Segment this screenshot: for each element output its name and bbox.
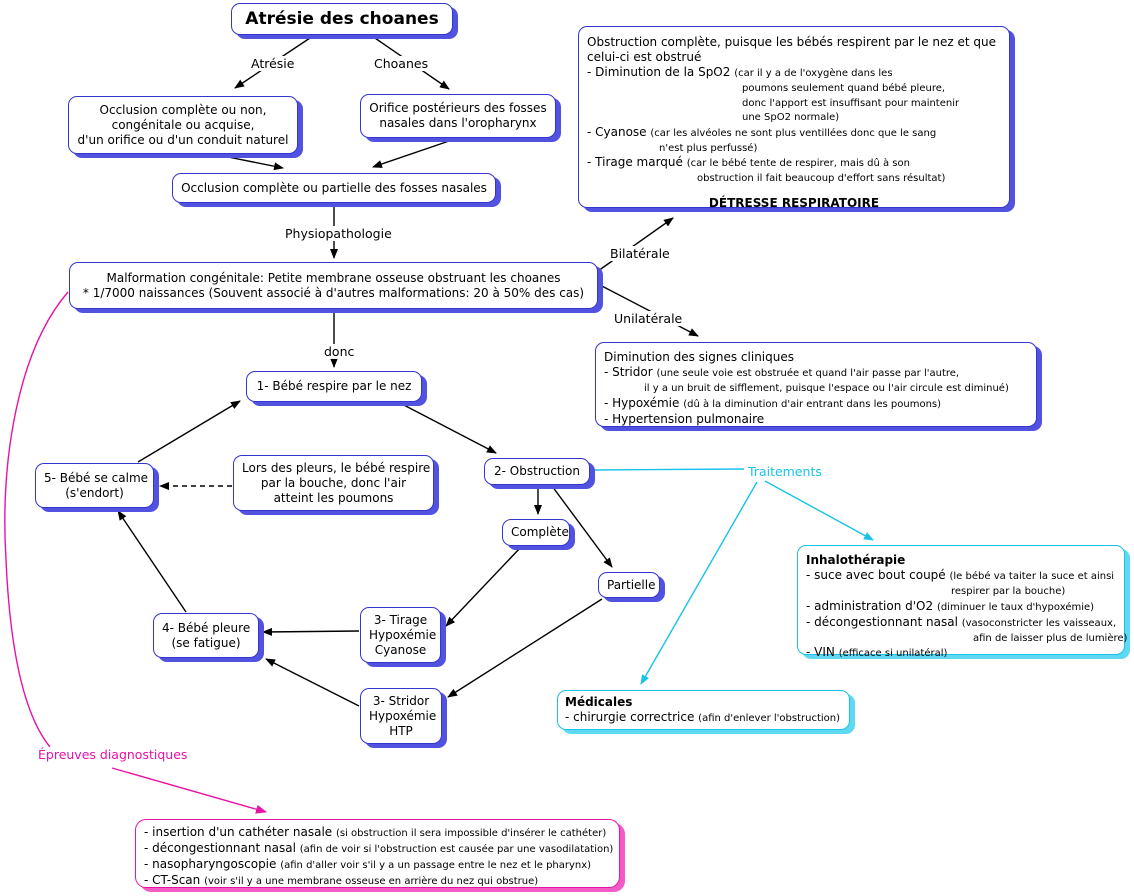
text-line (587, 81, 1001, 96)
node-medicales[interactable] (557, 690, 850, 730)
text-line (806, 599, 1116, 615)
text-segment: poumons seulement quand bébé pleure, (742, 83, 946, 94)
text-segment: donc l'apport est insuffisant pour maintenir (742, 97, 960, 109)
text-segment: * 1/7000 naissances (Souvent associé à d'autres malformations: 20 à 50% des cas) (82, 285, 585, 300)
text-segment: (afin d'enlever l'obstruction) (698, 713, 841, 724)
text-line (144, 825, 611, 841)
node-orifice-definition[interactable] (360, 94, 556, 138)
text-segment: (voir s'il y a une membrane osseuse en arrière du nez qui obstrue) (204, 876, 539, 887)
node-obstruction-partielle[interactable] (598, 572, 660, 598)
text-line (806, 631, 1128, 646)
text-segment: - Diminution de la SpO2 (587, 65, 735, 79)
text-segment: (s'endort) (65, 485, 124, 500)
text-line (369, 116, 547, 131)
text-segment: - VIN (806, 645, 839, 659)
text-segment: (car le bébé tente de respirer, mais dû à son (686, 158, 910, 169)
text-line (587, 65, 1001, 81)
text-segment: - décongestionnant nasal (144, 841, 300, 855)
text-segment: 2- Obstruction (494, 464, 580, 478)
node-epreuves-diagnostiques-liste[interactable] (135, 819, 620, 888)
text-line (806, 568, 1116, 584)
text-segment: - administration d'O2 (806, 598, 937, 613)
link-label-epreuves-diagnostiques[interactable]: Épreuves diagnostiques (38, 747, 188, 762)
text-segment: Malformation congénitale: Petite membrane osseuse obstruant les choanes (106, 270, 561, 285)
text-segment: - décongestionnant nasal (806, 614, 962, 629)
text-segment: nasales dans l'oropharynx (379, 116, 537, 130)
text-line (604, 365, 1028, 381)
text-segment: - Hypoxémie (604, 395, 684, 410)
text-line (493, 464, 581, 479)
text-segment: 4- Bébé pleure (162, 620, 251, 635)
text-line (369, 627, 437, 643)
text-segment: (vasoconstricter les vaisseaux, (961, 617, 1117, 629)
text-segment: - chirurgie correctrice (565, 710, 699, 724)
node-lors-des-pleurs[interactable] (233, 455, 434, 511)
text-segment: n'est plus perfussé) (659, 142, 758, 154)
text-line (604, 396, 1028, 412)
text-segment: (le bébé va taiter la suce et ainsi (949, 571, 1115, 582)
text-segment: Diminution des signes cliniques (604, 350, 794, 364)
text-segment: 3- Stridor (372, 693, 430, 708)
text-line (78, 271, 589, 286)
text-line (162, 621, 250, 636)
text-line (255, 379, 413, 394)
text-segment: (diminuer le taux d'hypoxémie) (936, 601, 1095, 613)
text-segment: - suce avec bout coupé (806, 568, 950, 582)
node-occlusion-fosses-nasales[interactable] (172, 173, 496, 203)
link-label-atresie[interactable]: Atrésie (251, 56, 295, 71)
text-segment: - Cyanose (587, 124, 651, 139)
node-step5-bebe-se-calme[interactable] (35, 463, 154, 508)
text-line (587, 141, 1001, 156)
text-line (369, 643, 432, 658)
text-line (604, 350, 1028, 365)
text-segment: Complète (511, 525, 569, 539)
text-line (587, 110, 1001, 125)
text-segment: Hypoxémie (369, 627, 437, 642)
text-line (604, 412, 1028, 427)
text-segment: respirer par la bouche) (951, 586, 1066, 597)
text-line (240, 9, 444, 29)
text-line (181, 181, 487, 196)
link-label-choanes[interactable]: Choanes (374, 56, 429, 71)
text-segment: - nasopharyngoscopie (144, 857, 281, 871)
node-main-title[interactable] (231, 3, 453, 35)
text-segment: d'un orifice ou d'un conduit naturel (77, 132, 289, 147)
text-segment: (dû à la diminution d'air entrant dans les poumons) (683, 398, 942, 410)
text-line (565, 695, 841, 710)
node-detresse-respiratoire[interactable] (578, 26, 1010, 208)
node-step3-stridor[interactable] (360, 688, 442, 744)
text-line (587, 171, 1001, 186)
text-line (565, 710, 841, 726)
text-line (369, 613, 432, 628)
node-inhalotherapie[interactable] (797, 545, 1128, 659)
text-line (806, 584, 1116, 599)
text-line (587, 35, 1001, 50)
text-segment: celui-ci est obstrué (587, 50, 702, 64)
link-label-donc[interactable]: donc (324, 344, 355, 359)
text-segment: - CT-Scan (144, 873, 205, 887)
text-line (144, 857, 611, 873)
text-segment: - insertion d'un cathéter nasale (144, 825, 336, 839)
text-segment: 5- Bébé se calme (44, 470, 149, 485)
text-segment: - Stridor (604, 365, 657, 379)
text-segment: Médicales (565, 695, 633, 709)
text-segment: Occlusion complète ou partielle des fosses nasales (181, 180, 487, 195)
text-line (587, 50, 1001, 65)
link-label-physiopathologie[interactable]: Physiopathologie (285, 226, 392, 241)
text-segment: - Tirage marqué (587, 155, 687, 169)
text-line (144, 873, 611, 889)
node-step4-bebe-pleure[interactable] (153, 613, 259, 658)
link-label-traitements[interactable]: Traitements (748, 464, 822, 479)
text-segment: 3- Tirage (373, 612, 428, 627)
node-step2-obstruction[interactable] (484, 458, 590, 485)
text-line (604, 381, 1028, 396)
text-segment: Inhalothérapie (806, 553, 906, 567)
text-line (369, 724, 433, 739)
text-segment: Hypoxémie (369, 708, 437, 723)
text-segment: Partielle (607, 577, 656, 592)
text-segment: (une seule voie est obstruée et quand l'air passe par l'autre, (656, 368, 960, 379)
text-segment: (si obstruction il sera impossible d'insérer le cathéter) (335, 828, 607, 839)
text-segment: (afin d'aller voir s'il y a un passage entre le nez et le pharynx) (280, 860, 592, 871)
text-line (242, 491, 425, 506)
link-label-unilaterale[interactable]: Unilatérale (614, 311, 683, 326)
node-step1-bebe-respire[interactable] (246, 371, 422, 402)
text-line (369, 101, 547, 116)
text-line (162, 636, 250, 651)
node-malformation-congenitale[interactable] (69, 262, 598, 309)
text-line (242, 476, 425, 491)
text-segment: (efficace si unilatéral) (838, 648, 948, 659)
node-diminution-signes-cliniques[interactable] (595, 342, 1037, 427)
text-segment: obstruction il fait beaucoup d'effort sans résultat) (697, 173, 946, 184)
text-line (587, 155, 1001, 171)
text-segment: atteint les poumons (273, 490, 394, 505)
text-line (44, 470, 149, 486)
text-line (144, 841, 614, 857)
text-line (369, 708, 437, 724)
text-segment: HTP (389, 723, 413, 738)
text-line (587, 196, 1001, 211)
text-segment: Orifice postérieurs des fosses (369, 101, 547, 115)
text-line (77, 118, 289, 133)
text-line (806, 645, 1116, 661)
text-segment: Occlusion complète ou non, (99, 102, 267, 117)
text-segment: (car il y a de l'oxygène dans les (734, 68, 893, 79)
node-obstruction-complete[interactable] (502, 519, 570, 546)
node-step3-tirage[interactable] (360, 607, 441, 663)
text-line (77, 133, 289, 148)
text-line (77, 103, 289, 118)
text-segment: 1- Bébé respire par le nez (256, 379, 412, 393)
text-segment: congénitale ou acquise, (111, 117, 255, 132)
text-segment: Cyanose (374, 642, 427, 657)
text-segment: par la bouche, donc l'air (260, 475, 407, 490)
text-segment: afin de laisser plus de lumière) (973, 632, 1128, 644)
text-line (587, 125, 1001, 141)
text-segment: une SpO2 normale) (742, 112, 840, 123)
text-line (78, 286, 589, 301)
text-line (806, 615, 1116, 631)
text-line (242, 460, 431, 476)
node-occlusion-definition[interactable] (68, 96, 298, 154)
text-segment: (afin de voir si l'obstruction est causée par une vasodilatation) (299, 844, 614, 855)
text-segment: - Hypertension pulmonaire (604, 411, 765, 426)
text-segment: (car les alvéoles ne sont plus ventillées donc que le sang (650, 127, 937, 139)
text-segment: il y a un bruit de sifflement, puisque l'espace ou l'air circule est diminué) (644, 383, 1009, 394)
text-line (369, 694, 433, 709)
text-segment: Atrésie des choanes (245, 9, 439, 29)
text-line (806, 553, 1116, 568)
text-line (44, 486, 145, 501)
text-segment: (se fatigue) (171, 635, 241, 650)
text-line (607, 577, 656, 593)
text-segment: Obstruction complète, puisque les bébés respirent par le nez et que (587, 35, 997, 49)
text-line (587, 96, 1001, 111)
text-segment: Lors des pleurs, le bébé respire (242, 460, 431, 475)
text-segment: DÉTRESSE RESPIRATOIRE (708, 195, 880, 210)
link-label-bilaterale[interactable]: Bilatérale (610, 246, 670, 261)
text-line (511, 525, 569, 540)
